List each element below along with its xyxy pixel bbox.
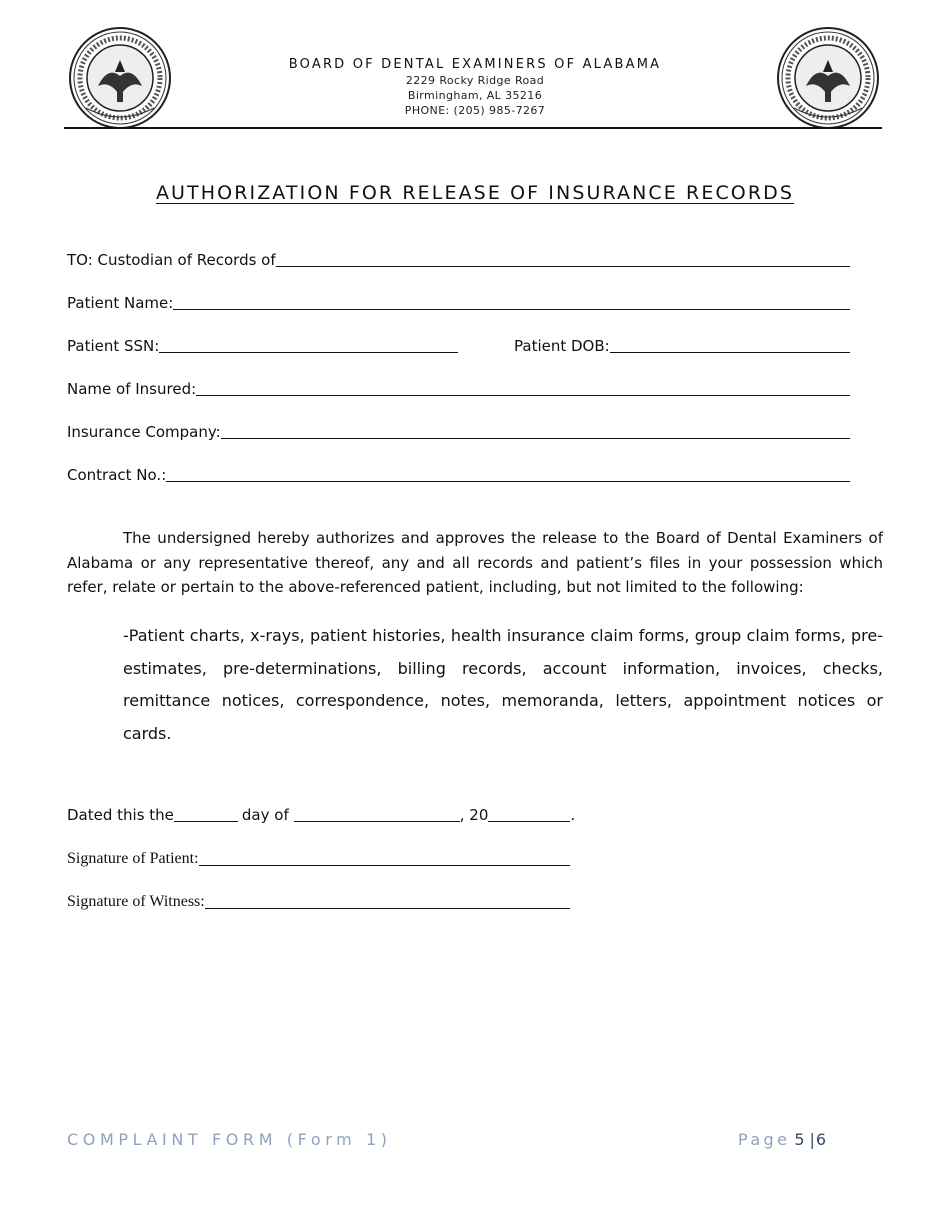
insurance-company-label: Insurance Company: bbox=[67, 423, 221, 441]
authorization-paragraph: The undersigned hereby authorizes and approves the release to the Board of Dental Examiners of Alabama or any representative thereof, any and all records and patient’s files in your possession which refer, relate or pertain to the above-referenced patient, including, but not limited to the following: bbox=[67, 529, 883, 596]
page-separator: | bbox=[809, 1130, 815, 1149]
witness-signature-label: Signature of Witness: bbox=[67, 893, 205, 910]
patient-name-field bbox=[67, 292, 850, 314]
patient-name-label: Patient Name: bbox=[67, 294, 174, 312]
state-board-seal-icon bbox=[68, 26, 172, 130]
address-line-2: Birmingham, AL 35216 bbox=[407, 89, 543, 102]
header-divider bbox=[64, 127, 882, 129]
custodian-label: TO: Custodian of Records of bbox=[67, 251, 276, 269]
year-prefix: , 20 bbox=[459, 806, 489, 824]
patient-name-input-line[interactable] bbox=[173, 308, 850, 310]
witness-signature-line[interactable] bbox=[205, 907, 570, 909]
patient-dob-field bbox=[514, 335, 850, 357]
dated-line bbox=[67, 804, 575, 826]
address-line-1: 2229 Rocky Ridge Road bbox=[405, 74, 545, 87]
witness-signature-field bbox=[67, 891, 570, 913]
dated-period: . bbox=[570, 806, 576, 824]
patient-ssn-field bbox=[67, 335, 458, 357]
letterhead bbox=[200, 56, 750, 118]
patient-signature-label: Signature of Patient: bbox=[67, 850, 199, 867]
day-of-text: day of bbox=[241, 806, 289, 824]
patient-dob-input-line[interactable] bbox=[610, 351, 850, 353]
contract-number-field bbox=[67, 464, 850, 486]
phone-number: PHONE: (205) 985-7267 bbox=[404, 104, 546, 117]
page-label: Page bbox=[738, 1130, 791, 1149]
name-of-insured-label: Name of Insured: bbox=[67, 380, 197, 398]
patient-signature-line[interactable] bbox=[199, 864, 570, 866]
custodian-field bbox=[67, 249, 850, 271]
current-page: 5 bbox=[794, 1130, 805, 1149]
patient-ssn-input-line[interactable] bbox=[159, 351, 458, 353]
name-of-insured-field bbox=[67, 378, 850, 400]
records-list: -Patient charts, x-rays, patient histories, health insurance claim forms, group claim forms, pre-estimates, pre-determinations, billing records, account information, invoices, checks, remittance notices, correspondence, notes, memoranda, letters, appointment notices or cards. bbox=[123, 626, 883, 743]
year-input-line[interactable] bbox=[488, 820, 570, 822]
day-input-line[interactable] bbox=[174, 820, 238, 822]
total-pages: 6 bbox=[815, 1130, 827, 1149]
contract-number-input-line[interactable] bbox=[166, 480, 850, 482]
form-title bbox=[0, 182, 950, 204]
month-input-line[interactable] bbox=[294, 820, 460, 822]
footer-form-name: COMPLAINT FORM (Form 1) bbox=[67, 1130, 392, 1149]
footer-page-number bbox=[738, 1130, 826, 1149]
patient-signature-field bbox=[67, 848, 570, 870]
form-title-text: AUTHORIZATION FOR RELEASE OF INSURANCE RECORDS bbox=[155, 182, 795, 204]
name-of-insured-input-line[interactable] bbox=[196, 394, 850, 396]
organization-name: BOARD OF DENTAL EXAMINERS OF ALABAMA bbox=[288, 57, 662, 72]
dated-prefix: Dated this the bbox=[67, 806, 174, 824]
patient-dob-label: Patient DOB: bbox=[514, 337, 610, 355]
insurance-company-input-line[interactable] bbox=[221, 437, 850, 439]
contract-number-label: Contract No.: bbox=[67, 466, 167, 484]
patient-ssn-label: Patient SSN: bbox=[67, 337, 160, 355]
custodian-input-line[interactable] bbox=[276, 265, 850, 267]
insurance-company-field bbox=[67, 421, 850, 443]
state-board-seal-icon bbox=[776, 26, 880, 130]
